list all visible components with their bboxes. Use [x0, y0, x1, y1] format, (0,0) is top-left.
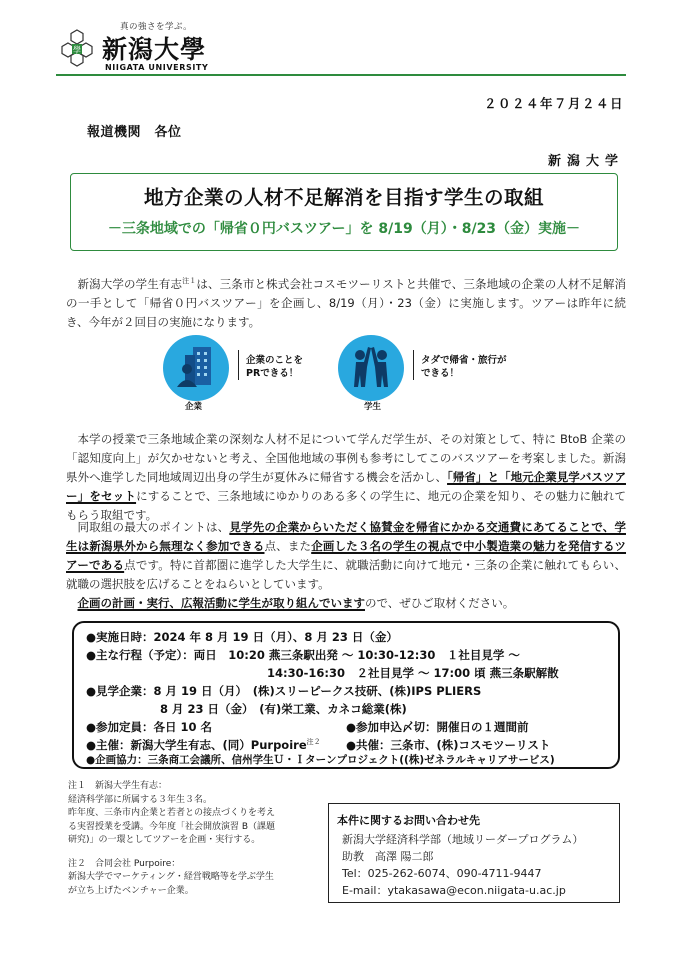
student-label: 学生 [364, 402, 382, 412]
contact-person: 助教 高澤 陽二郎 [342, 850, 434, 863]
company-label: 企業 [185, 402, 203, 412]
info-dates: ●実施日時：2024 年 8 月 19 日（月）、8 月 23 日（金） [86, 630, 398, 644]
company-bubble [246, 354, 303, 380]
student-bubble [421, 354, 507, 380]
note-1-line: 昨年度、三条市内企業と若者との接点づくりを考え [68, 808, 276, 818]
university-name-en: NIIGATA UNIVERSITY [105, 63, 209, 72]
info-cooperation: ●企画協力：三条商工会議所、信州学生Ｕ・Ｉターンプロジェクト((株)ゼネラルキャリアサービス) [86, 754, 555, 766]
motto: 真の強さを学ぶ。 [120, 22, 193, 32]
highlight-students-view: 企画した３名の学生の視点で中小製造業の魅力を発信するツアーである [66, 539, 627, 572]
note-1-line: 研究)」の一環としてツアーを企画・実行する。 [68, 835, 261, 845]
contact-box [328, 803, 620, 903]
company-building-icon [163, 335, 229, 401]
note-1-line: 経済科学部に所属する３年生３名。 [68, 794, 213, 805]
note-2-title: 注２ 合同会社 Purpoire： [68, 858, 181, 869]
contact-email[interactable]: E-mail：ytakasawa@econ.niigata-u.ac.jp [342, 884, 566, 897]
contact-tel: Tel：025-262-6074、090-4711-9447 [342, 867, 542, 880]
sender: 新潟大学 [547, 154, 624, 169]
university-seal-icon [58, 28, 96, 68]
company-bubble-line-1: 企業のことを [246, 355, 304, 366]
body-text-p2: 本学の授業で三条地域企業の深刻な人材不足について学んだ学生が、その対策として、特に BtoB 企業の「認知度向上」が欠かせないと考え、全国他地域の事例も参考にしてこのバスツアーを考案しました。新潟県外へ進学した同地域周辺出身の学生が夏休みに帰省する機会を活かし、 [66, 432, 626, 484]
info-deadline: ●参加申込〆切：開催日の１週間前 [346, 720, 529, 734]
svg-text:學: 學 [73, 45, 81, 55]
info-companies-2: 8 月 23 日（金） (有)栄工業、カネコ総業(株) [160, 702, 407, 716]
info-schedule-1: ●主な行程（予定）：両日 10:20 燕三条駅出発 ～ 10:30-12:30 １社目見学 ～ [86, 648, 520, 662]
note-2-line: 新潟大学でマーケティング・経営戦略等を学ぶ学生 [68, 872, 274, 882]
page-title: 地方企業の人材不足解消を目指す学生の取組 [143, 186, 544, 209]
info-organizer-text: ●主催：新潟大学生有志、(同）Purpoire [86, 738, 307, 752]
student-bubble-line-1: タダで帰省・旅行が [421, 355, 507, 366]
body-text-p2-end: にすることで、三条地域にゆかりのある多くの学生に、地元の企業を知り、その魅力に触れてもらう取組です。 [66, 489, 627, 522]
contact-dept: 新潟大学経済科学部（地域リーダープログラム） [342, 833, 584, 846]
info-cohost: ●共催：三条市、(株)コスモツーリスト [346, 738, 551, 752]
company-illustration [163, 335, 229, 401]
body-text-p3-start: 同取組の最大のポイントは、 [77, 520, 230, 534]
intro-paragraph [66, 272, 626, 332]
note-1-title: 注１ 新潟大学生有志： [68, 781, 168, 791]
contact-title: 本件に関するお問い合わせ先 [337, 814, 480, 827]
body-text-p4-end: ので、ぜひご取材ください。 [365, 596, 515, 610]
note-1-line: る実習授業を受講。今年度「社会開放演習 B（課題 [68, 821, 276, 832]
header-divider [56, 74, 626, 76]
release-date: ２０２４年７月２４日 [483, 96, 624, 111]
note-ref-2: 注２ [306, 738, 321, 747]
addressee: 報道機関 各位 [87, 125, 182, 140]
footnotes [68, 780, 328, 898]
intro-text-a: 新潟大学の学生有志 [77, 276, 183, 291]
note-2-line: が立ち上げたベンチャー企業。 [68, 885, 194, 896]
body-text-p3-mid: 点、また [264, 539, 312, 553]
highlight-sponsorship: 見学先の企業からいただく協賛金を帰省にかかる交通費にあてることで、学生は新潟県外から無理なく参加できる [66, 520, 626, 553]
company-bubble-line [238, 350, 239, 380]
body-paragraph-1 [66, 430, 626, 525]
info-capacity: ●参加定員：各日 10 名 [86, 720, 213, 734]
body-paragraph-3 [66, 594, 626, 613]
info-schedule-2: 14:30-16:30 ２社目見学 ～ 17:00 頃 燕三条駅解散 [267, 666, 559, 680]
body-text-p3-end: 点です。特に首都圏に進学した大学生に、就職活動に向けて地元・三条の企業に触れてもらい、就職の選択肢を広げることをねらいとしています。 [66, 558, 626, 591]
body-paragraph-2 [66, 518, 626, 594]
info-organizer [86, 737, 321, 753]
intro-text-b: は、三条市と株式会社コスモツーリストと共催で、三条地域の企業の人材不足解消の一手として「帰省０円バスツアー」を企画し、8/19（月）・23（金）に実施します。ツアーは昨年に続き、今年が２回目の実施になります。 [66, 276, 627, 329]
student-bubble-line [413, 350, 414, 380]
note-ref-1: 注１ [182, 277, 197, 285]
page-subtitle: －三条地域での「帰省０円バスツアー」を 8/19（月）・8/23（金）実施－ [107, 221, 581, 237]
university-name-jp: 新潟大學 [102, 35, 207, 64]
info-companies-1: ●見学企業：8 月 19 日（月） (株)スリーピークス技研、(株)IPS PLIERS [86, 684, 482, 698]
university-logo [58, 20, 218, 72]
student-illustration [338, 335, 404, 401]
title-box [70, 173, 618, 251]
highlight-set: 「帰省」と「地元企業見学バスツアー」をセット [66, 470, 626, 503]
student-bubble-line-2: できる！ [421, 368, 460, 379]
highlight-students-run: 企画の計画・実行、広報活動に学生が取り組んでいます [77, 596, 365, 610]
students-highfive-icon [338, 335, 404, 401]
company-bubble-line-2: PRできる！ [246, 368, 299, 379]
